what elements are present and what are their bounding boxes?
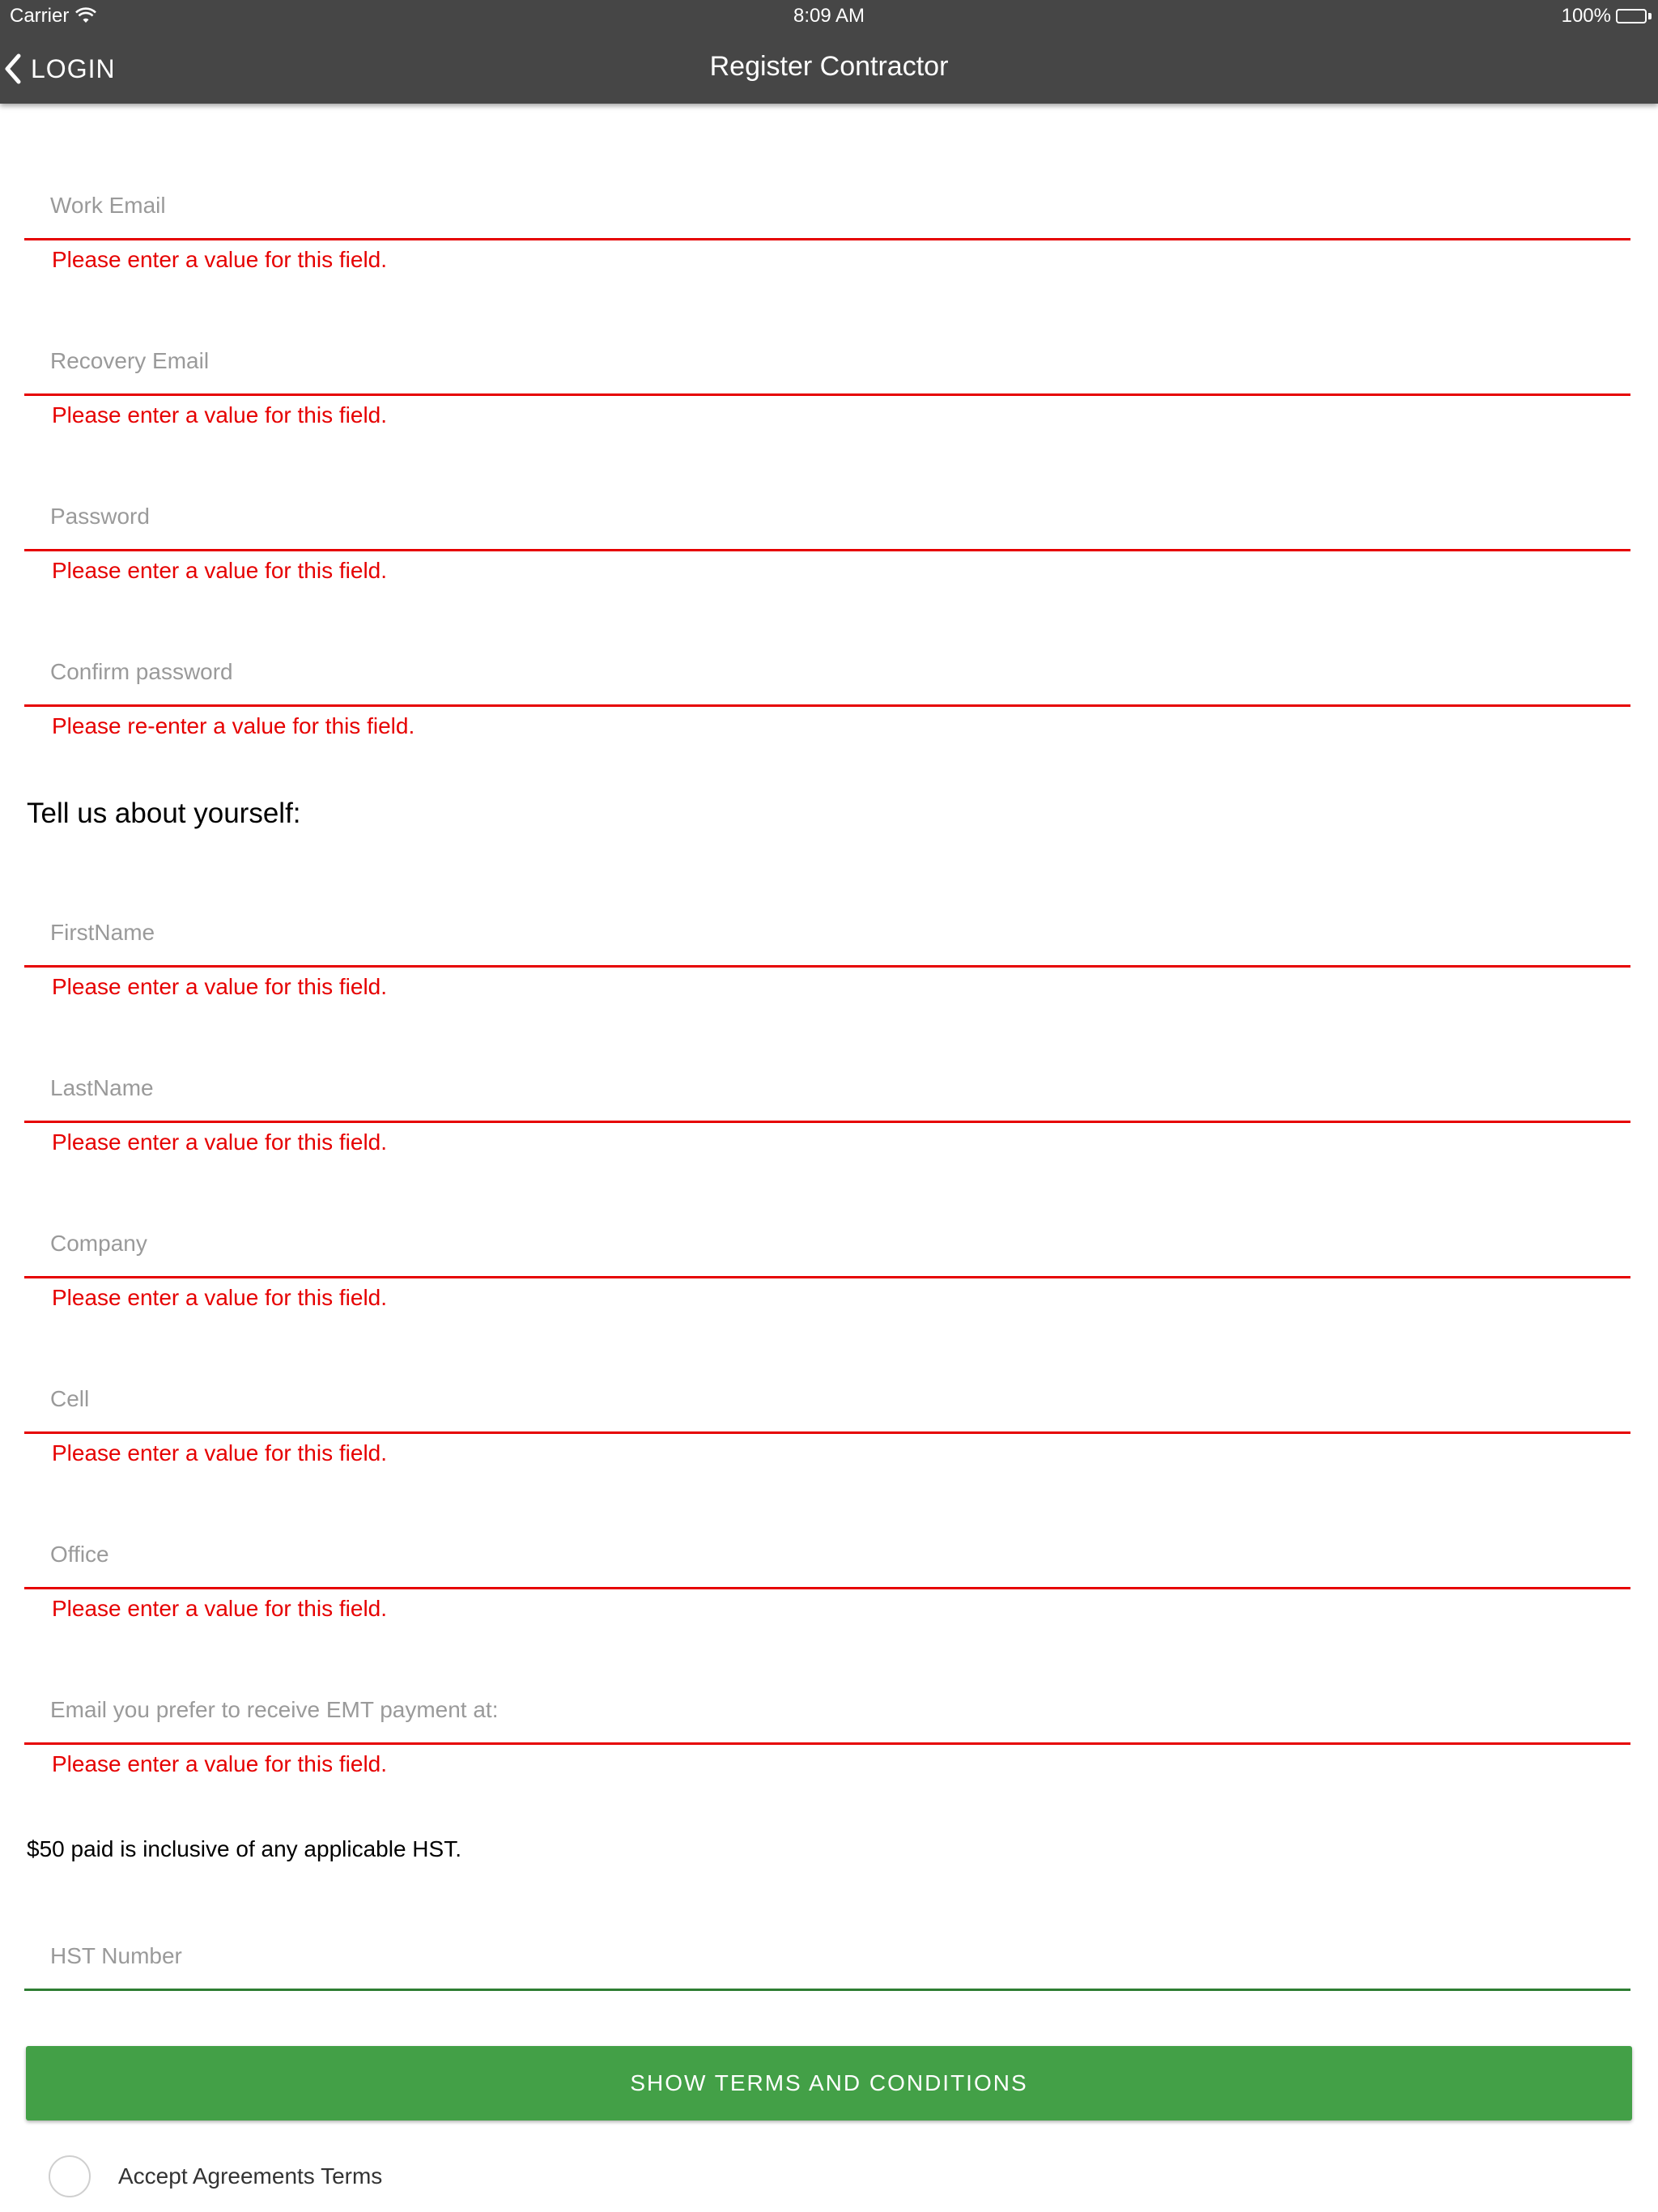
emt-email-error: Please enter a value for this field.: [52, 1751, 388, 1776]
recovery-email-error: Please enter a value for this field.: [52, 402, 388, 428]
accept-terms-label: Accept Agreements Terms: [118, 2163, 383, 2189]
field-underline: [24, 549, 1630, 551]
status-time: 8:09 AM: [793, 5, 865, 27]
hst-number-input[interactable]: [24, 1924, 1630, 1989]
company-field: [24, 1211, 1630, 1311]
company-input[interactable]: [24, 1211, 1630, 1276]
emt-email-field: [24, 1678, 1630, 1777]
field-underline: [24, 1989, 1630, 1991]
password-field: [24, 484, 1630, 584]
battery-percentage: 100%: [1561, 5, 1611, 27]
first-name-error: Please enter a value for this field.: [52, 974, 388, 999]
confirm-password-field: [24, 640, 1630, 739]
hst-number-field: [24, 1924, 1630, 1991]
office-error: Please enter a value for this field.: [52, 1596, 388, 1621]
field-underline: [24, 1587, 1630, 1589]
password-error: Please enter a value for this field.: [52, 558, 388, 583]
confirm-password-input[interactable]: [24, 640, 1630, 704]
field-underline: [24, 965, 1630, 968]
office-field: [24, 1522, 1630, 1622]
show-terms-button[interactable]: SHOW TERMS AND CONDITIONS: [26, 2046, 1632, 2121]
cell-error: Please enter a value for this field.: [52, 1440, 388, 1465]
work-email-input[interactable]: [24, 173, 1630, 238]
work-email-field: [24, 173, 1630, 273]
password-input[interactable]: [24, 484, 1630, 549]
accept-terms-row[interactable]: [49, 2155, 382, 2197]
section-heading: Tell us about yourself:: [27, 798, 301, 829]
cell-input[interactable]: [24, 1367, 1630, 1431]
battery-icon: [1616, 9, 1652, 23]
field-underline: [24, 1431, 1630, 1434]
status-battery: [1562, 5, 1652, 28]
page-title: Register Contractor: [709, 51, 949, 82]
office-input[interactable]: [24, 1522, 1630, 1587]
cell-field: [24, 1367, 1630, 1466]
field-underline: [24, 393, 1630, 396]
work-email-error: Please enter a value for this field.: [52, 247, 388, 272]
field-underline: [24, 1121, 1630, 1123]
recovery-email-input[interactable]: [24, 329, 1630, 393]
confirm-password-error: Please re-enter a value for this field.: [52, 713, 415, 738]
hst-note: $50 paid is inclusive of any applicable HST.: [27, 1836, 461, 1861]
carrier-label: Carrier: [10, 5, 70, 27]
company-error: Please enter a value for this field.: [52, 1285, 388, 1310]
first-name-input[interactable]: [24, 900, 1630, 965]
last-name-field: [24, 1056, 1630, 1155]
first-name-field: [24, 900, 1630, 1000]
accept-terms-radio[interactable]: [49, 2155, 91, 2197]
navigation-bar: [0, 0, 1658, 104]
emt-email-input[interactable]: [24, 1678, 1630, 1742]
field-underline: [24, 1276, 1630, 1278]
back-label: LOGIN: [31, 53, 116, 83]
field-underline: [24, 704, 1630, 707]
field-underline: [24, 1742, 1630, 1745]
recovery-email-field: [24, 329, 1630, 428]
last-name-error: Please enter a value for this field.: [52, 1129, 388, 1155]
field-underline: [24, 238, 1630, 240]
last-name-input[interactable]: [24, 1056, 1630, 1121]
